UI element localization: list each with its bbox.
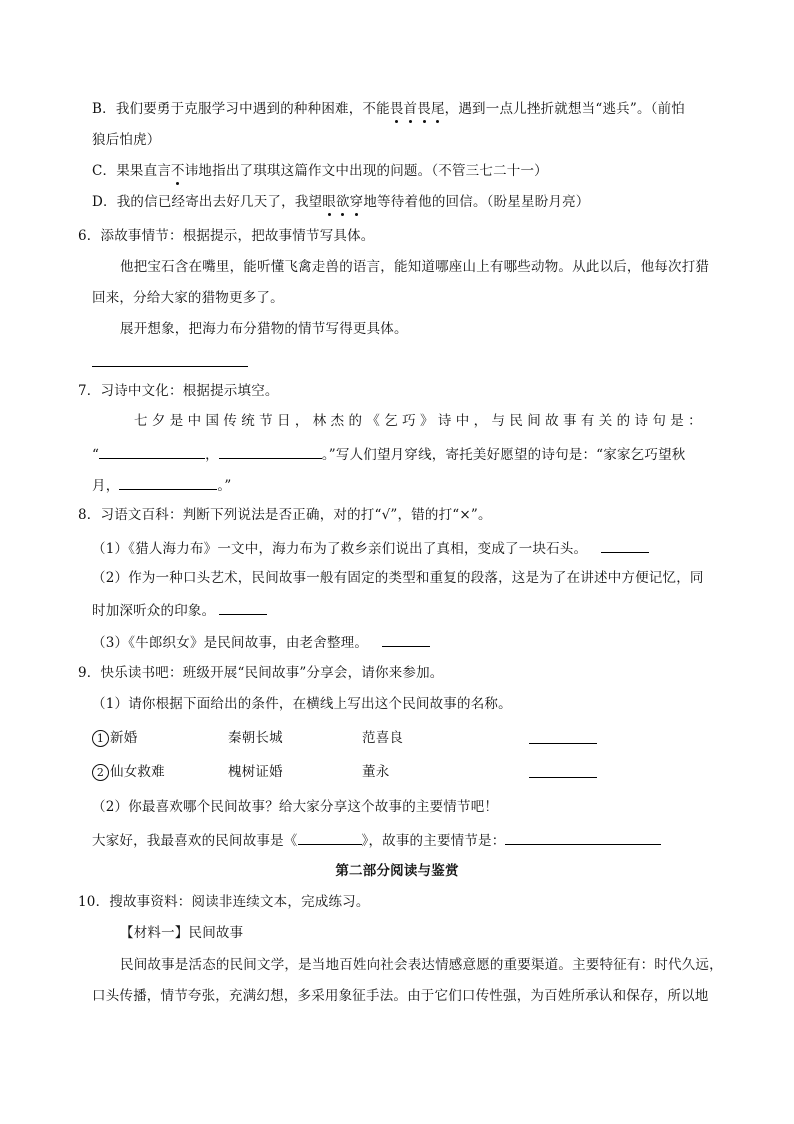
q8-title: 8．习语文百科：判断下列说法是否正确，对的打“√”，错的打“×”。 — [78, 507, 492, 523]
row-2-col2: 槐树证婚 — [228, 764, 283, 780]
q7-line1-char: 民 — [509, 413, 524, 429]
q7-line1-char: 《 — [366, 413, 381, 429]
q9-story-name-blank[interactable] — [298, 830, 362, 845]
q8-answer-2[interactable] — [219, 600, 267, 615]
q7-line1-char: 与 — [491, 413, 506, 429]
circled-number: 2 — [92, 764, 109, 781]
q10-paragraph-line1: 民间故事是活态的民间文学，是当地百姓向社会表达情感意愿的重要渠道。主要特征有：时代久远， — [120, 957, 723, 973]
q7-line1-char: 是 — [670, 413, 684, 429]
q7-line1-char: ： — [688, 413, 702, 429]
q9-part1: （1）请你根据下面给出的条件，在横线上写出这个民间故事的名称。 — [92, 696, 512, 712]
q9-plot-blank[interactable] — [505, 830, 661, 845]
q10-material-label: 【材料一】民间故事 — [120, 925, 244, 941]
q7-blank-3[interactable] — [119, 475, 217, 490]
q7-line1-char: 》 — [420, 413, 434, 429]
q7-line1-char: 乞 — [384, 413, 398, 429]
q7-line1-char: 诗 — [437, 413, 452, 429]
q9-share-line: 大家好，我最喜欢的民间故事是《 》，故事的主要情节是： — [92, 830, 794, 850]
q5-option-c: C．果果直言不讳地指出了琪琪这篇作文中出现的问题。（不管三七二十一） — [92, 163, 548, 179]
q10-paragraph-line2: 口头传播，情节夸张，充满幻想，多采用象征手法。由于它们口传性强，为百姓所承认和保存，所以地 — [92, 988, 709, 1004]
row-2-col3: 董永 — [362, 764, 390, 780]
circled-number: 1 — [92, 730, 109, 747]
q6-paragraph1-line2: 回来，分给大家的猎物更多了。 — [92, 290, 284, 306]
q7-line1-char: 巧 — [402, 413, 416, 429]
q7-line1-char: 关 — [598, 413, 613, 429]
q9-part2: （2）你最喜欢哪个民间故事？给大家分享这个故事的主要情节吧！ — [92, 799, 499, 815]
q6-answer-line[interactable] — [92, 366, 248, 367]
q8-item2-line2: 时加深听众的印象。 — [92, 600, 794, 620]
q8-item2-line1: （2）作为一种口头艺术，民间故事一般有固定的类型和重复的段落，这是为了在讲述中方便记忆，同 — [92, 570, 704, 586]
q9-title: 9．快乐读书吧：班级开展“民间故事”分享会，请你来参加。 — [78, 665, 444, 681]
q7-blank-2[interactable] — [219, 444, 322, 459]
emphasis-char: 欲 — [335, 194, 350, 210]
q5-option-d: D．我的信已经寄出去好几天了，我望眼欲穿地等待着他的回信。（盼星星盼月亮） — [92, 194, 590, 210]
q7-title: 7．习诗中文化：根据提示填空。 — [78, 383, 279, 399]
q6-paragraph2: 展开想象，把海力布分猎物的情节写得更具体。 — [120, 321, 408, 337]
q10-title: 10．搜故事资料：阅读非连续文本，完成练习。 — [78, 894, 370, 910]
q7-line1 — [134, 412, 702, 430]
q7-line1-char: 中 — [455, 413, 470, 429]
emphasis-char: 眼 — [322, 194, 336, 210]
emphasis-char: 畏 — [417, 101, 431, 117]
q8-item1: （1）《猎人海力布》一文中，海力布为了救乡亲们说出了真相，变成了一块石头。 — [92, 538, 794, 558]
q7-line3: 月， 。” — [92, 475, 794, 495]
q6-title: 6．添故事情节：根据提示，把故事情节写具体。 — [78, 228, 375, 244]
q7-line1-char: 句 — [652, 413, 667, 429]
q7-line1-char: 传 — [223, 413, 238, 429]
q7-line1-char: 是 — [169, 413, 184, 429]
q9-row-2-answer[interactable] — [529, 763, 597, 778]
q7-blank-1[interactable] — [99, 444, 205, 459]
q7-line1-char: 间 — [527, 413, 541, 429]
q7-line1-char: 林 — [312, 413, 327, 429]
q7-line1-char: 日 — [277, 413, 291, 429]
emphasis-char: 不 — [171, 163, 185, 179]
emphasis-char: 首 — [403, 101, 418, 117]
row-1-col1: 1 新婚 — [92, 729, 137, 747]
q7-line1-char: 国 — [205, 413, 220, 429]
q7-line1-char: 七 — [134, 413, 148, 429]
q8-answer-1[interactable] — [601, 538, 649, 553]
q6-paragraph1-line1: 他把宝石含在嘴里，能听懂飞禽走兽的语言，能知道哪座山上有哪些动物。从此以后，他每次打猎 — [120, 259, 710, 275]
emphasis-char: 穿 — [349, 194, 364, 210]
q7-line1-char: 的 — [616, 413, 631, 429]
q9-row-1-answer[interactable] — [529, 729, 597, 744]
q7-line1-char: 有 — [580, 413, 595, 429]
q8-answer-3[interactable] — [382, 632, 430, 647]
emphasis-char: 畏 — [389, 101, 404, 117]
section-title: 第二部分阅读与鉴赏 — [335, 863, 459, 879]
q7-line2: “ ， 。”写人们望月穿线，寄托美好愿望的诗句是：“家家乞巧望秋 — [92, 444, 794, 464]
q5-option-b-line1: B．我们要勇于克服学习中遇到的种种困难，不能畏首畏尾，遇到一点儿挫折就想当“逃兵”。（前怕 — [92, 101, 685, 117]
q7-line1-char: 中 — [187, 413, 202, 429]
q7-line1-char: 事 — [563, 413, 577, 429]
q8-item3: （3）《牛郎织女》是民间故事，由老舍整理。 — [92, 632, 794, 652]
q7-line1-char: 的 — [348, 413, 363, 429]
emphasis-char: 尾 — [430, 101, 445, 117]
q7-line1-char: 夕 — [151, 413, 166, 429]
q5-option-b-line2: 狼后怕虎） — [92, 132, 161, 148]
q7-line1-char: ， — [294, 413, 309, 429]
q7-line1-char: 诗 — [634, 413, 649, 429]
q7-line1-char: 杰 — [330, 413, 345, 429]
q7-line1-char: 故 — [545, 413, 559, 429]
q7-line1-char: ， — [473, 413, 488, 429]
q7-line1-char: 节 — [259, 413, 273, 429]
row-1-col3: 范喜良 — [362, 730, 404, 746]
row-1-col2: 秦朝长城 — [228, 730, 283, 746]
row-2-col1: 2 仙女救难 — [92, 763, 165, 781]
q7-line1-char: 统 — [241, 413, 255, 429]
